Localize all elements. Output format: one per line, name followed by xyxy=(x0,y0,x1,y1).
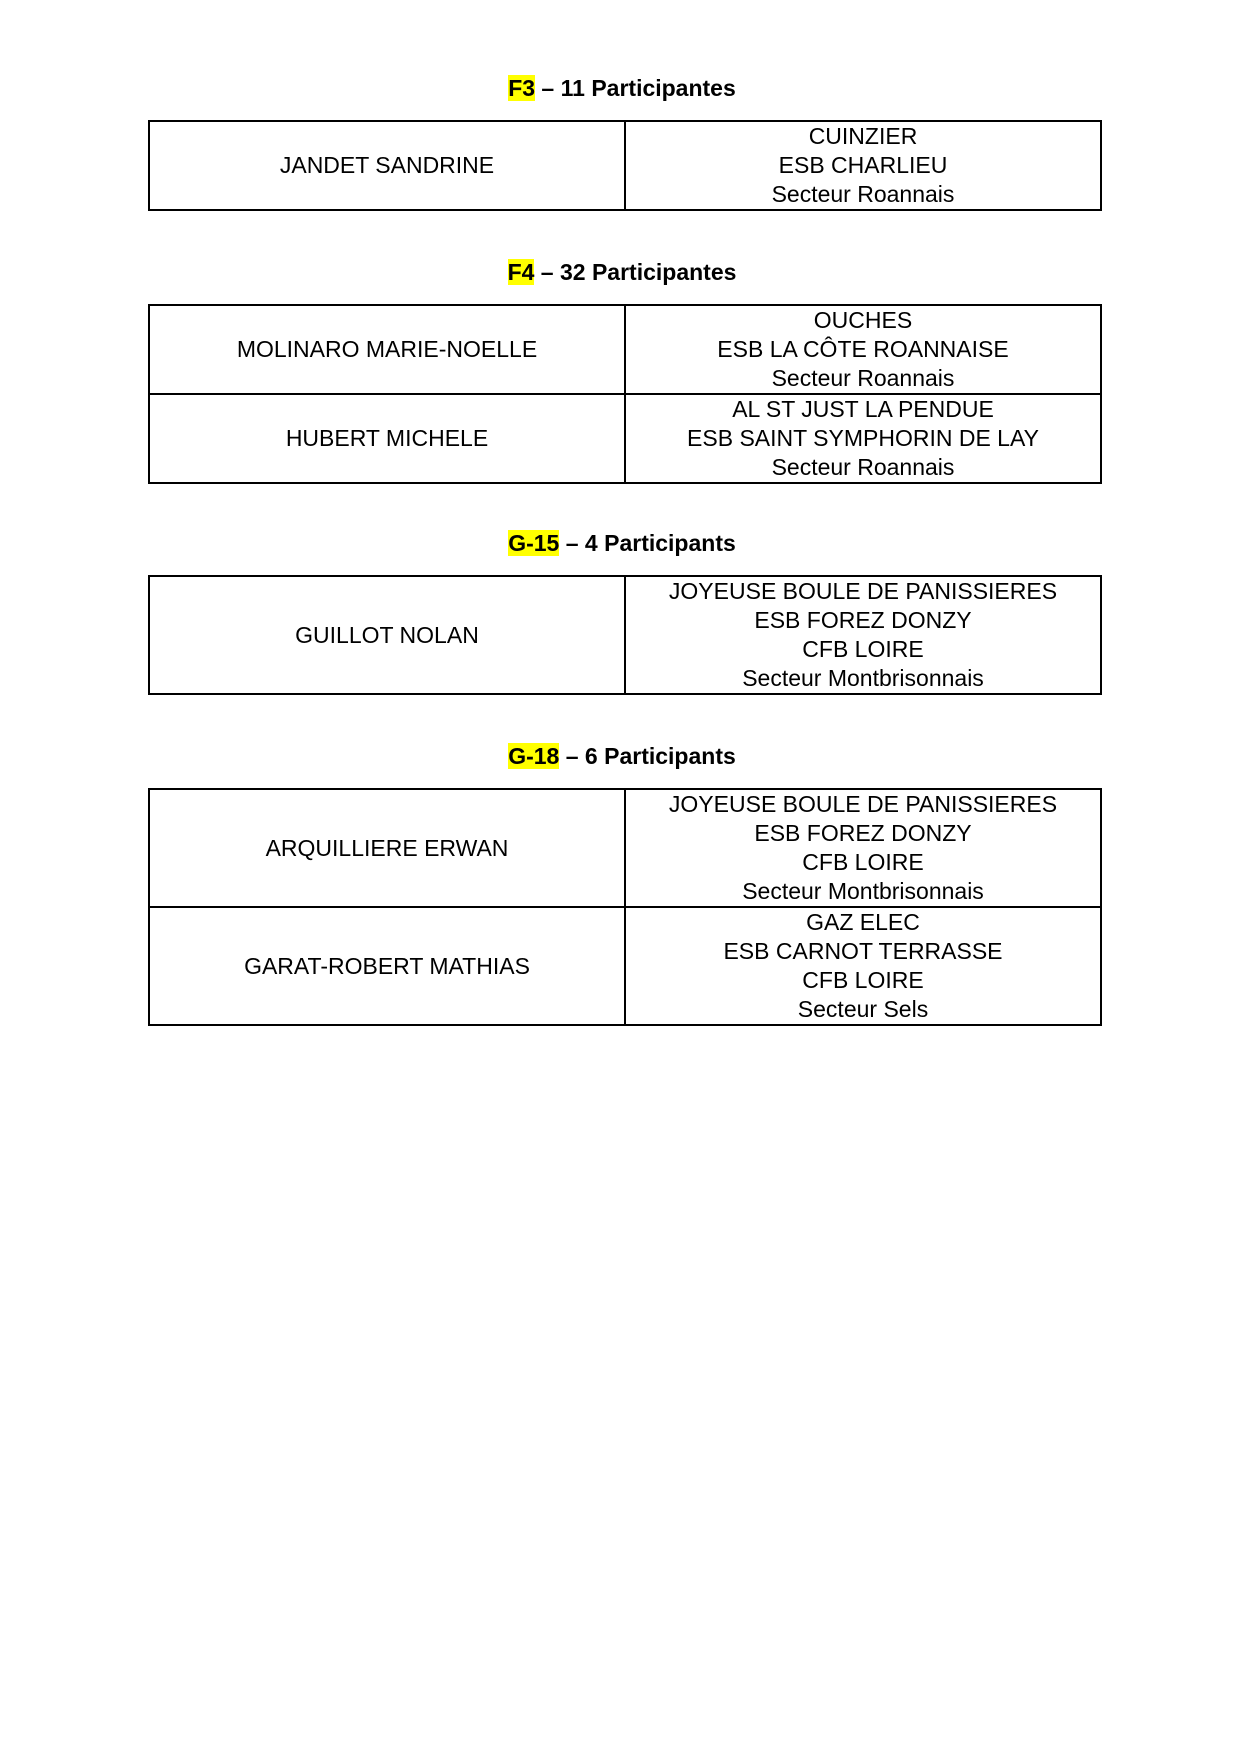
table-row xyxy=(149,576,1101,694)
category-code-highlight: F3 xyxy=(508,75,536,101)
sector-name: Secteur Montbrisonnais xyxy=(742,878,984,904)
school-name: ESB FOREZ DONZY xyxy=(754,607,972,633)
sector-name: Secteur Sels xyxy=(797,996,929,1022)
category-code-highlight: G-18 xyxy=(508,743,560,769)
section-title xyxy=(148,257,1096,287)
school-name: ESB SAINT SYMPHORIN DE LAY xyxy=(687,425,1039,451)
participant-name: ARQUILLIERE ERWAN xyxy=(149,789,625,907)
results-table xyxy=(148,575,1102,695)
section-title xyxy=(148,741,1096,771)
section-f4 xyxy=(148,257,1096,484)
participant-name: JANDET SANDRINE xyxy=(149,121,625,210)
section-title xyxy=(148,528,1096,558)
club-name: AL ST JUST LA PENDUE xyxy=(732,396,994,422)
committee-name: CFB LOIRE xyxy=(802,849,924,875)
participant-count: – 11 Participantes xyxy=(535,75,736,101)
section-g15 xyxy=(148,528,1096,695)
results-table xyxy=(148,788,1102,1026)
participant-count: – 4 Participants xyxy=(559,530,736,556)
committee-name: CFB LOIRE xyxy=(802,636,924,662)
category-code-highlight: F4 xyxy=(507,259,535,285)
participant-name: HUBERT MICHELE xyxy=(149,394,625,483)
club-info xyxy=(625,576,1101,694)
table-row xyxy=(149,394,1101,483)
sector-name: Secteur Roannais xyxy=(771,365,955,391)
section-g18 xyxy=(148,741,1096,1026)
school-name: ESB LA CÔTE ROANNAISE xyxy=(717,336,1009,362)
table-row xyxy=(149,789,1101,907)
club-info xyxy=(625,394,1101,483)
table-row xyxy=(149,907,1101,1025)
table-row xyxy=(149,121,1101,210)
club-name: CUINZIER xyxy=(808,123,918,149)
sector-name: Secteur Montbrisonnais xyxy=(742,665,984,691)
section-title xyxy=(148,73,1096,103)
club-name: OUCHES xyxy=(813,307,913,333)
participant-name: GUILLOT NOLAN xyxy=(149,576,625,694)
school-name: ESB CHARLIEU xyxy=(778,152,948,178)
sector-name: Secteur Roannais xyxy=(771,454,955,480)
participant-count: – 6 Participants xyxy=(559,743,736,769)
category-code-highlight: G-15 xyxy=(508,530,560,556)
committee-name: CFB LOIRE xyxy=(802,967,924,993)
results-table xyxy=(148,120,1102,211)
club-name: JOYEUSE BOULE DE PANISSIERES xyxy=(668,791,1058,817)
club-info xyxy=(625,305,1101,394)
participant-count: – 32 Participantes xyxy=(534,259,737,285)
school-name: ESB FOREZ DONZY xyxy=(754,820,972,846)
sector-name: Secteur Roannais xyxy=(771,181,955,207)
section-f3 xyxy=(148,73,1096,211)
table-row xyxy=(149,305,1101,394)
club-info xyxy=(625,907,1101,1025)
club-name: GAZ ELEC xyxy=(806,909,920,935)
school-name: ESB CARNOT TERRASSE xyxy=(723,938,1003,964)
results-table xyxy=(148,304,1102,484)
participant-name: GARAT-ROBERT MATHIAS xyxy=(149,907,625,1025)
participant-name: MOLINARO MARIE-NOELLE xyxy=(149,305,625,394)
club-info xyxy=(625,789,1101,907)
club-info xyxy=(625,121,1101,210)
club-name: JOYEUSE BOULE DE PANISSIERES xyxy=(668,578,1058,604)
